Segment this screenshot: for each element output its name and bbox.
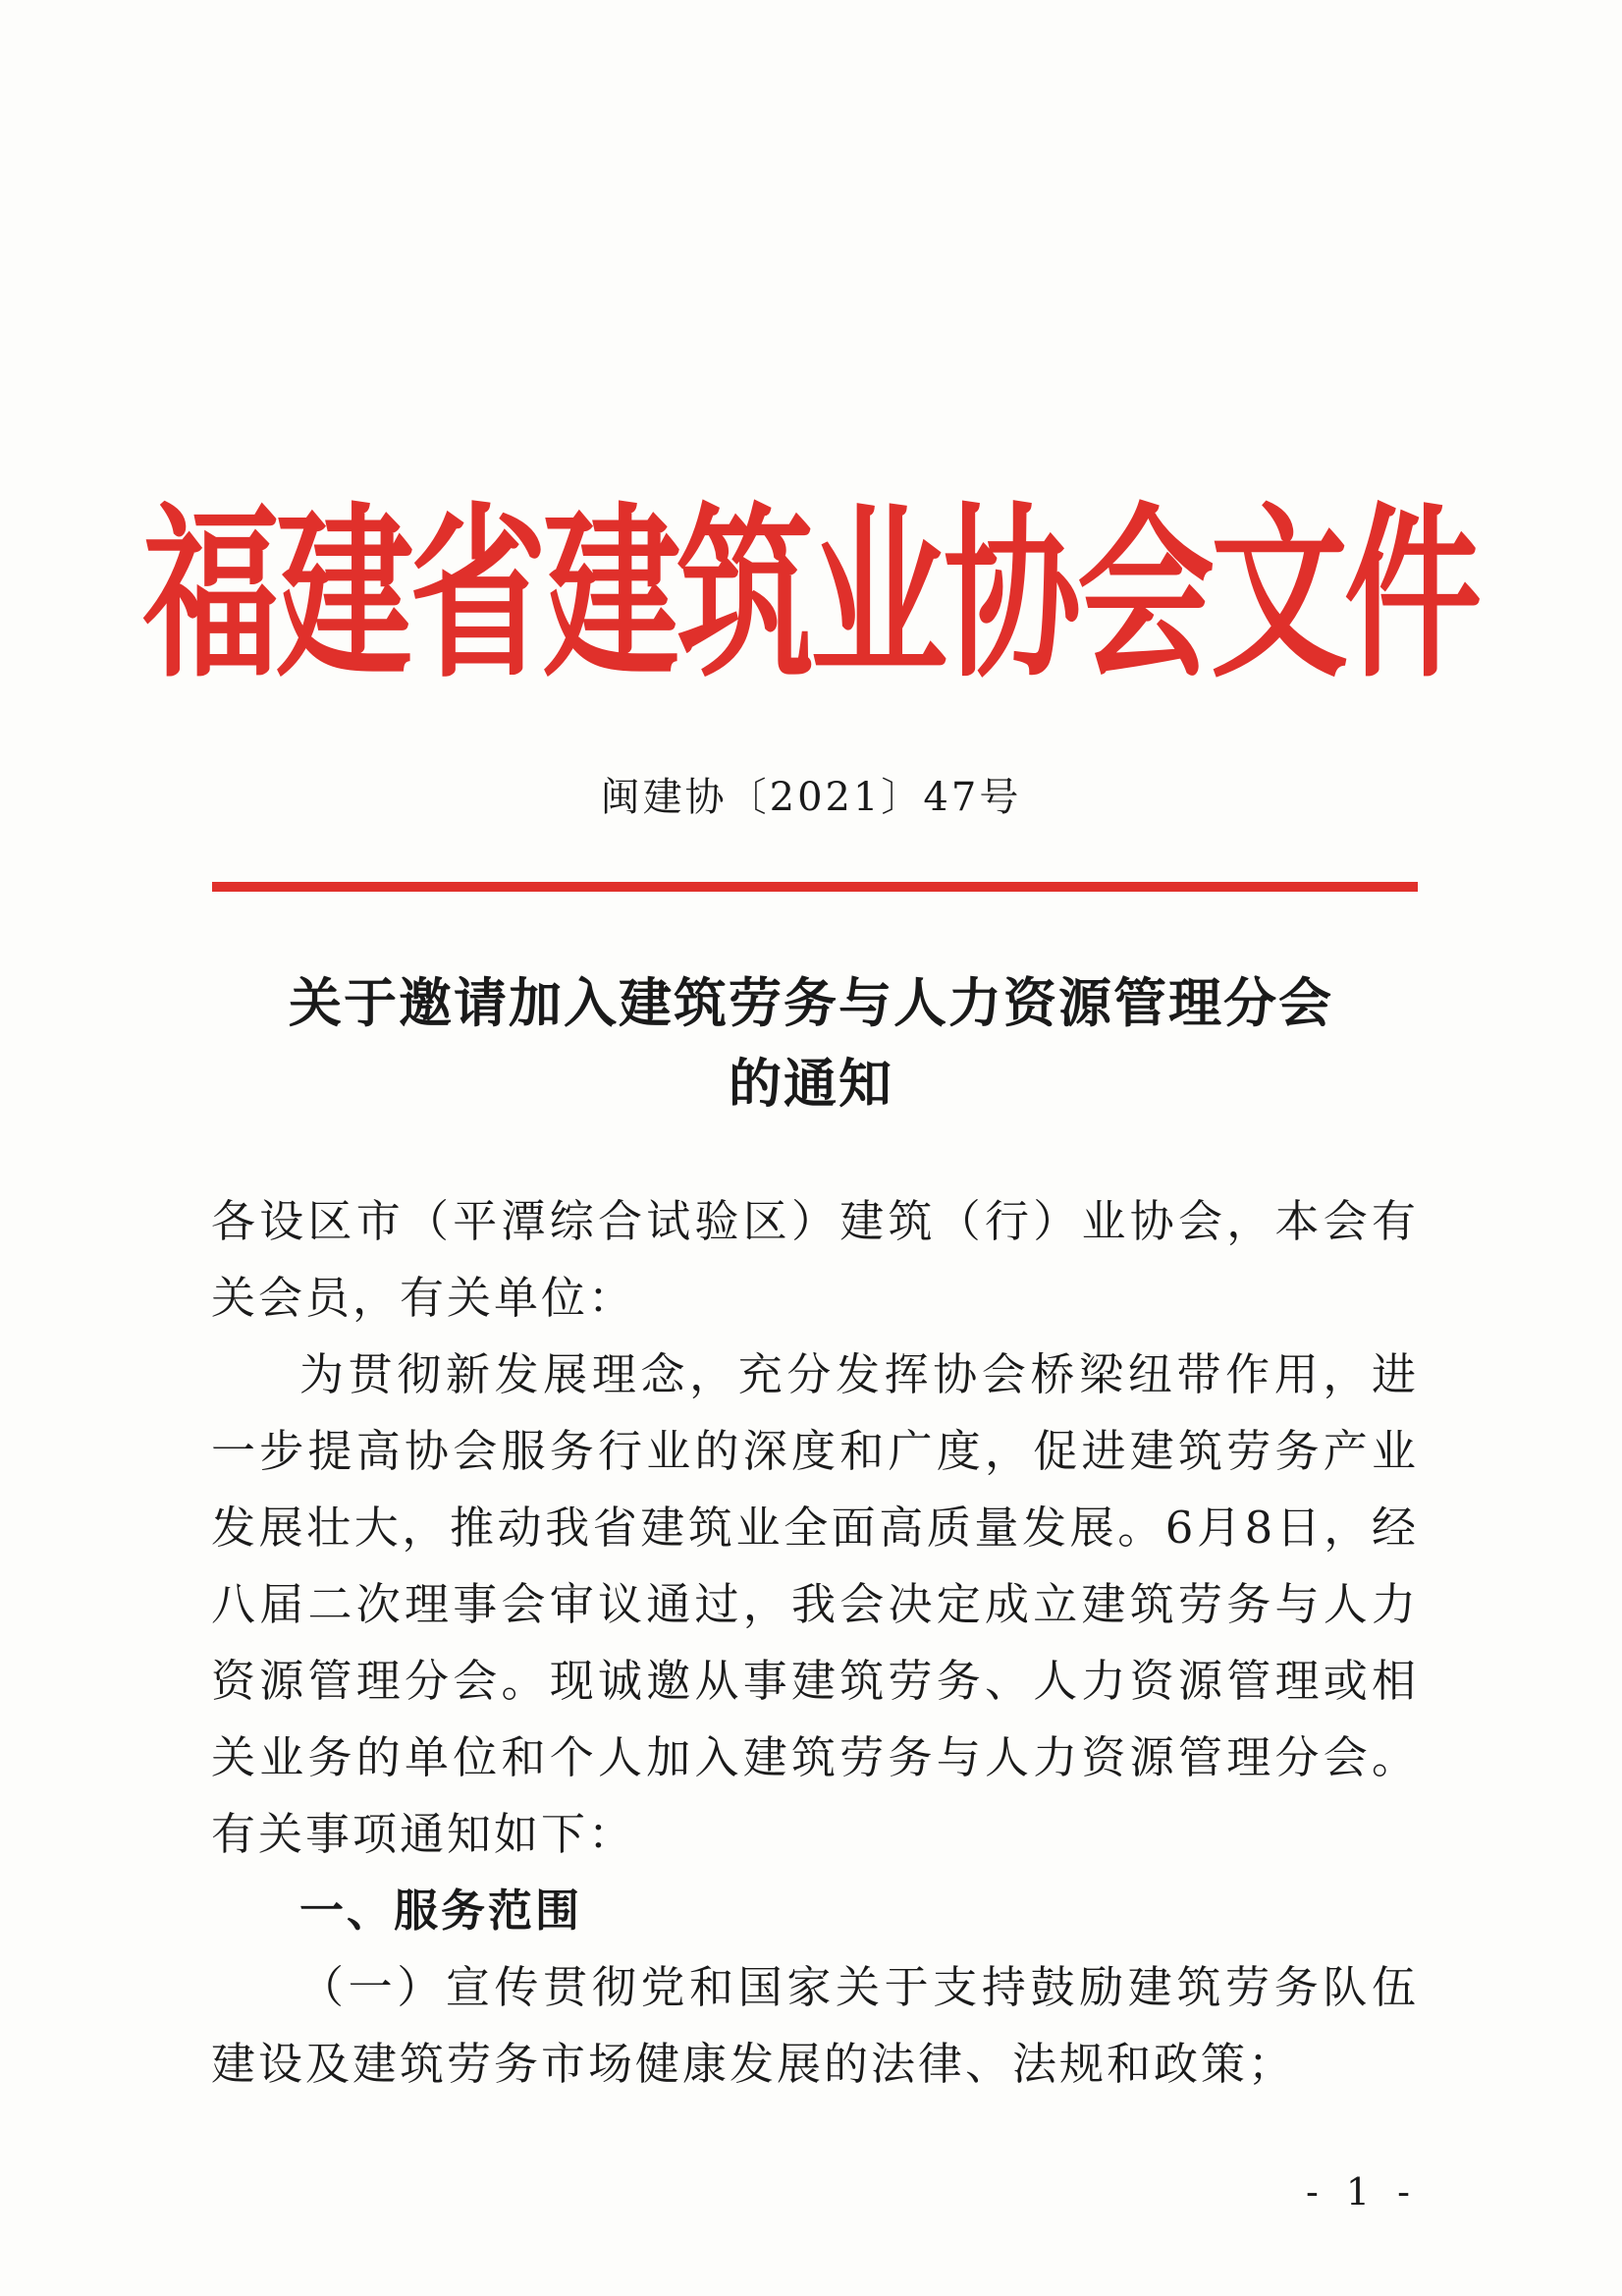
page-number: - 1 -: [1305, 2170, 1418, 2214]
notice-title-line-2: 的通知: [729, 1052, 893, 1115]
notice-title-line-1: 关于邀请加入建筑劳务与人力资源管理分会: [289, 971, 1333, 1034]
document-number: 闽建协〔2021〕47号: [600, 775, 1022, 820]
section-heading-1: 一、服务范围: [299, 1885, 583, 1937]
list-item-1: （一）宣传贯彻党和国家关于支持鼓励建筑劳务队伍建设及建筑劳务市场健康发展的法律、法规和政策；: [211, 1961, 1419, 2090]
body-paragraph-1: 为贯彻新发展理念，充分发挥协会桥梁纽带作用，进一步提高协会服务行业的深度和广度，促进建筑劳务产业发展壮大，推动我省建筑业全面高质量发展。6月8日，经八届二次理事会审议通过，我会决定成立建筑劳务与人力资源管理分会。现诚邀从事建筑劳务、人力资源管理或相关业务的单位和个人加入建筑劳务与人力资源管理分会。有关事项通知如下：: [211, 1348, 1419, 1860]
document-body: [211, 1183, 1419, 2103]
letterhead-title-text: 福建省建筑业协会文件: [142, 485, 1479, 704]
letterhead-title: [142, 462, 1479, 704]
letterhead-divider: [212, 882, 1418, 892]
notice-title: [0, 962, 1622, 1123]
salutation: 各设区市（平潭综合试验区）建筑（行）业协会，本会有关会员，有关单位：: [211, 1195, 1419, 1324]
